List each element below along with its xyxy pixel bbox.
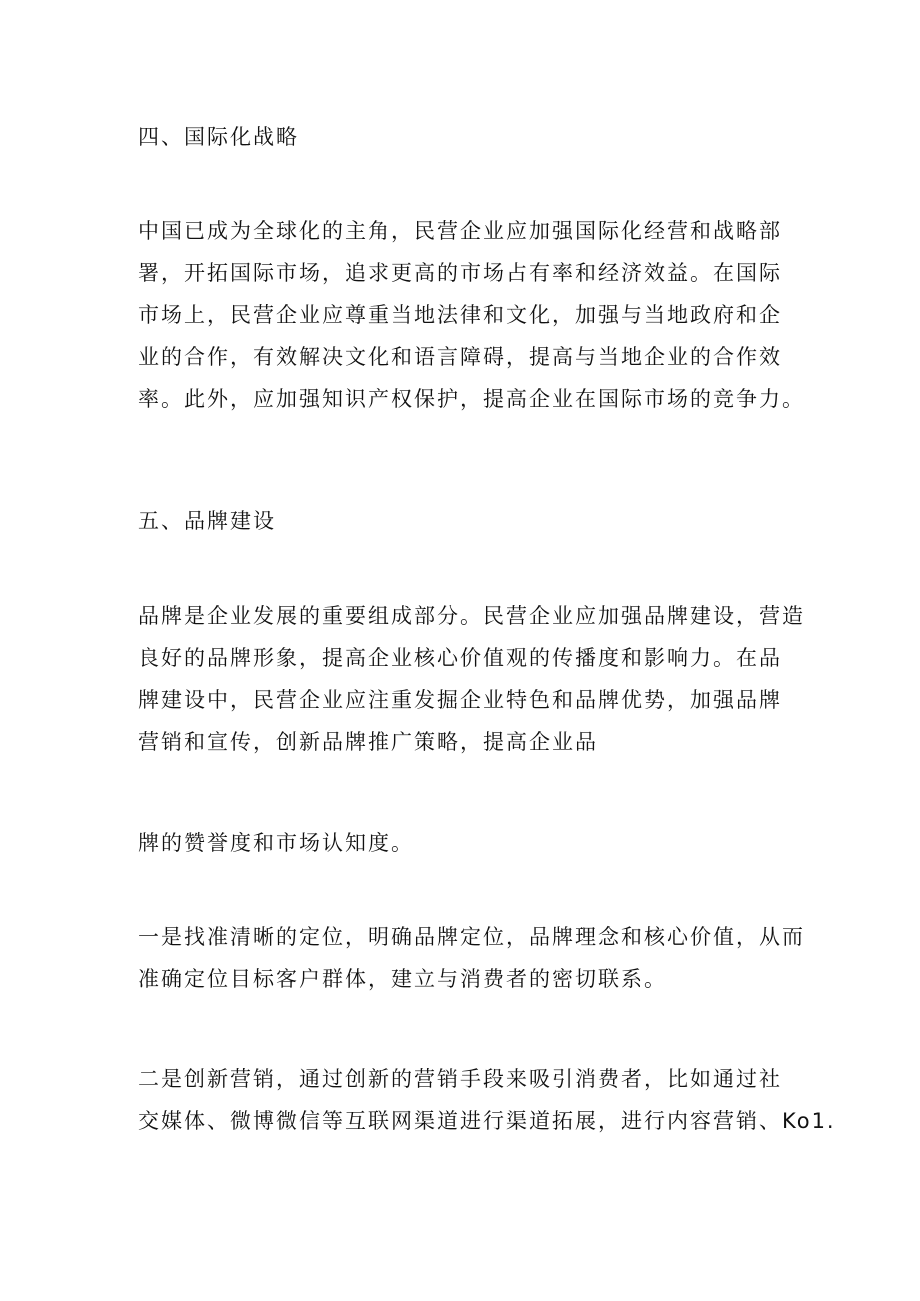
text-line: 准确定位目标客户群体，建立与消费者的密切联系。 xyxy=(138,967,667,991)
text-line: 牌建设中，民营企业应注重发掘企业特色和品牌优势，加强品牌 xyxy=(138,688,782,712)
text-line: 二是创新营销，通过创新的营销手段来吸引消费者，比如通过社 xyxy=(138,1067,782,1091)
paragraph-point-one xyxy=(138,916,805,1000)
text-line: 五、品牌建设 xyxy=(138,509,276,533)
text-line: 业的合作，有效解决文化和语言障碍，提高与当地企业的合作效 xyxy=(138,345,782,369)
paragraph-internationalization xyxy=(138,210,805,420)
section-heading-brand-building xyxy=(138,500,798,542)
text-line: 中国已成为全球化的主角，民营企业应加强国际化经营和战略部 xyxy=(138,219,782,243)
text-line: 四、国际化战略 xyxy=(138,125,299,149)
text-line: 署，开拓国际市场，追求更高的市场占有率和经济效益。在国际 xyxy=(138,261,782,285)
text-line: 牌的赞誉度和市场认知度。 xyxy=(138,831,414,855)
text-line: 一是找准清晰的定位，明确品牌定位，品牌理念和核心价值，从而 xyxy=(138,925,805,949)
text-line: 率。此外，应加强知识产权保护，提高企业在国际市场的竞争力。 xyxy=(138,387,805,411)
text-line: 良好的品牌形象，提高企业核心价值观的传播度和影响力。在品 xyxy=(138,646,782,670)
text-line: 交媒体、微博微信等互联网渠道进行渠道拓展，进行内容营销、Ko1. xyxy=(138,1109,836,1133)
section-heading-internationalization xyxy=(138,116,798,158)
text-line: 营销和宣传，创新品牌推广策略，提高企业品 xyxy=(138,730,598,754)
paragraph-brand-building xyxy=(138,595,805,763)
paragraph-point-two xyxy=(138,1058,836,1142)
paragraph-brand-continuation xyxy=(138,822,798,864)
text-line: 市场上，民营企业应尊重当地法律和文化，加强与当地政府和企 xyxy=(138,303,782,327)
text-line: 品牌是企业发展的重要组成部分。民营企业应加强品牌建设，营造 xyxy=(138,604,805,628)
